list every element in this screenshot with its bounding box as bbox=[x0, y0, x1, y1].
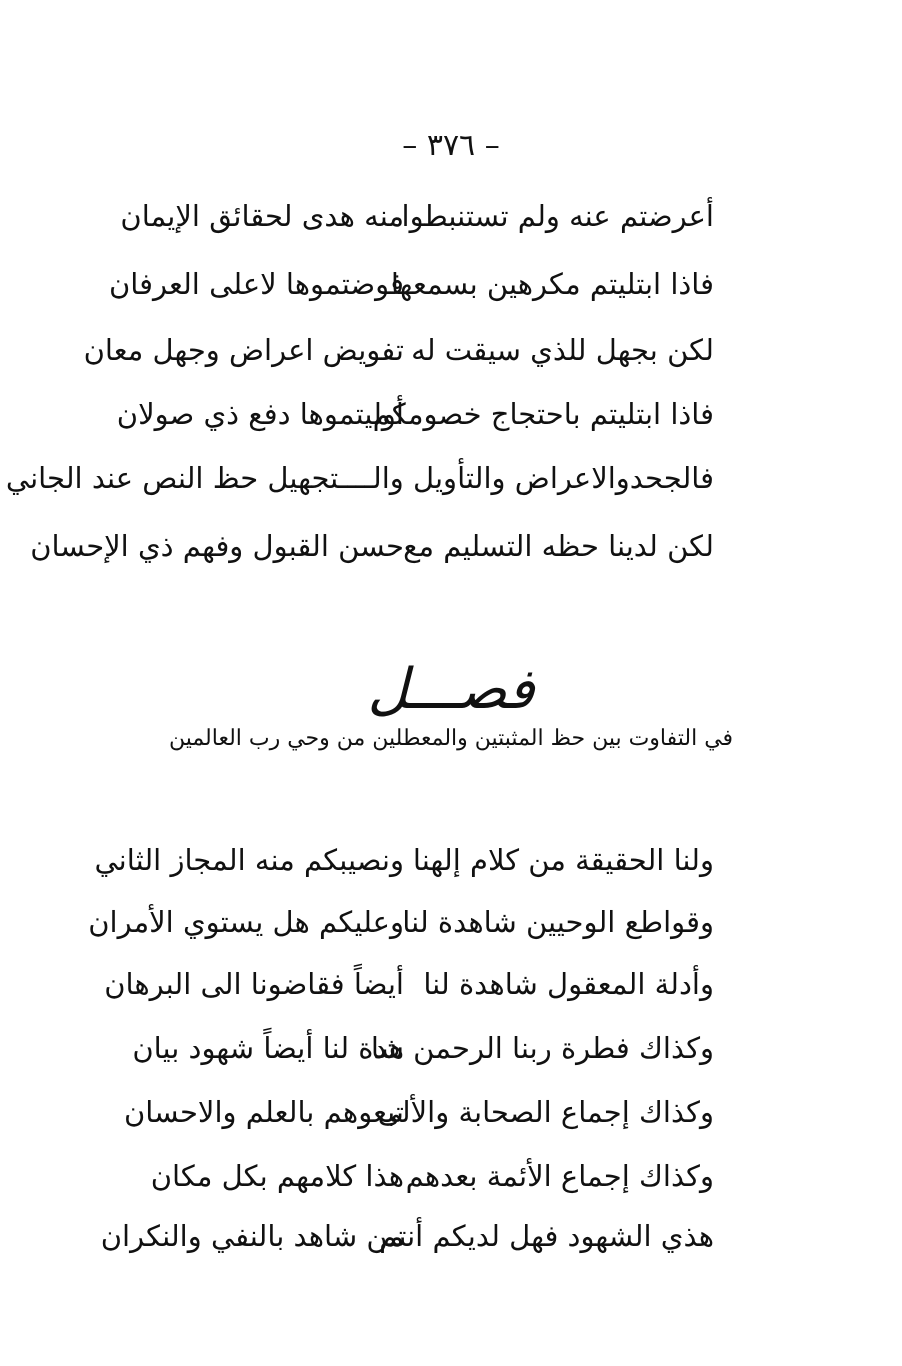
verse-13-second-hemistich: من شاهد بالنفي والنكران bbox=[100, 1219, 404, 1253]
verse-12-first-hemistich: وكذاك إجماع الأئمة بعدهم bbox=[405, 1159, 714, 1193]
verse-8-second-hemistich: وعليكم هل يستوي الأمران bbox=[88, 905, 404, 939]
verse-4-second-hemistich: أوليتموها دفع ذي صولان bbox=[116, 397, 404, 431]
verse-10-first-hemistich: وكذاك فطرة ربنا الرحمن شا bbox=[370, 1031, 714, 1065]
verse-6-first-hemistich: لكن لدينا حظه التسليم مع bbox=[403, 529, 714, 563]
verse-9-second-hemistich: أيضاً فقاضونا الى البرهان bbox=[104, 967, 404, 1001]
verse-4-first-hemistich: فاذا ابتليتم باحتجاج خصومكم bbox=[372, 397, 714, 431]
verse-12-second-hemistich: هذا كلامهم بكل مكان bbox=[150, 1159, 404, 1193]
verse-7-second-hemistich: ونصيبكم منه المجاز الثاني bbox=[94, 843, 404, 877]
verse-9-first-hemistich: وأدلة المعقول شاهدة لنا bbox=[423, 967, 714, 1001]
verse-5-full-line: فالجحدوالاعراض والتأويل والــــتجهيل حظ النص عند الجاني bbox=[5, 461, 714, 495]
verse-8-first-hemistich: وقواطع الوحيين شاهدة لنا bbox=[402, 905, 714, 939]
verse-7-first-hemistich: ولنا الحقيقة من كلام إلهنا bbox=[412, 843, 714, 877]
verse-10-second-hemistich: هدة لنا أيضاً شهود بيان bbox=[132, 1031, 404, 1065]
verse-2-second-hemistich: فوضتموها لاعلى العرفان bbox=[108, 267, 404, 301]
verse-11-second-hemistich: تبعوهم بالعلم والاحسان bbox=[124, 1095, 404, 1129]
verse-13-first-hemistich: هذي الشهود فهل لديكم أنتم bbox=[379, 1219, 714, 1253]
verse-1-second-hemistich: منه هدى لحقائق الإيمان bbox=[120, 199, 404, 233]
verse-2-first-hemistich: فاذا ابتليتم مكرهين بسمعها bbox=[390, 267, 714, 301]
section-heading: فصـــل bbox=[367, 657, 535, 722]
verse-3-first-hemistich: لكن بجهل للذي سيقت له bbox=[411, 333, 714, 367]
section-subtitle: في التفاوت بين حظ المثبتين والمعطلين من وحي رب العالمين bbox=[168, 726, 734, 751]
verse-1-first-hemistich: أعرضتم عنه ولم تستنبطوا bbox=[401, 199, 714, 233]
verse-6-second-hemistich: حسن القبول وفهم ذي الإحسان bbox=[30, 529, 404, 563]
page-number: – ٣٧٦ – bbox=[402, 128, 500, 163]
verse-3-second-hemistich: تفويض اعراض وجهل معان bbox=[83, 333, 404, 367]
verse-11-first-hemistich: وكذاك إجماع الصحابة والألى bbox=[377, 1095, 714, 1129]
